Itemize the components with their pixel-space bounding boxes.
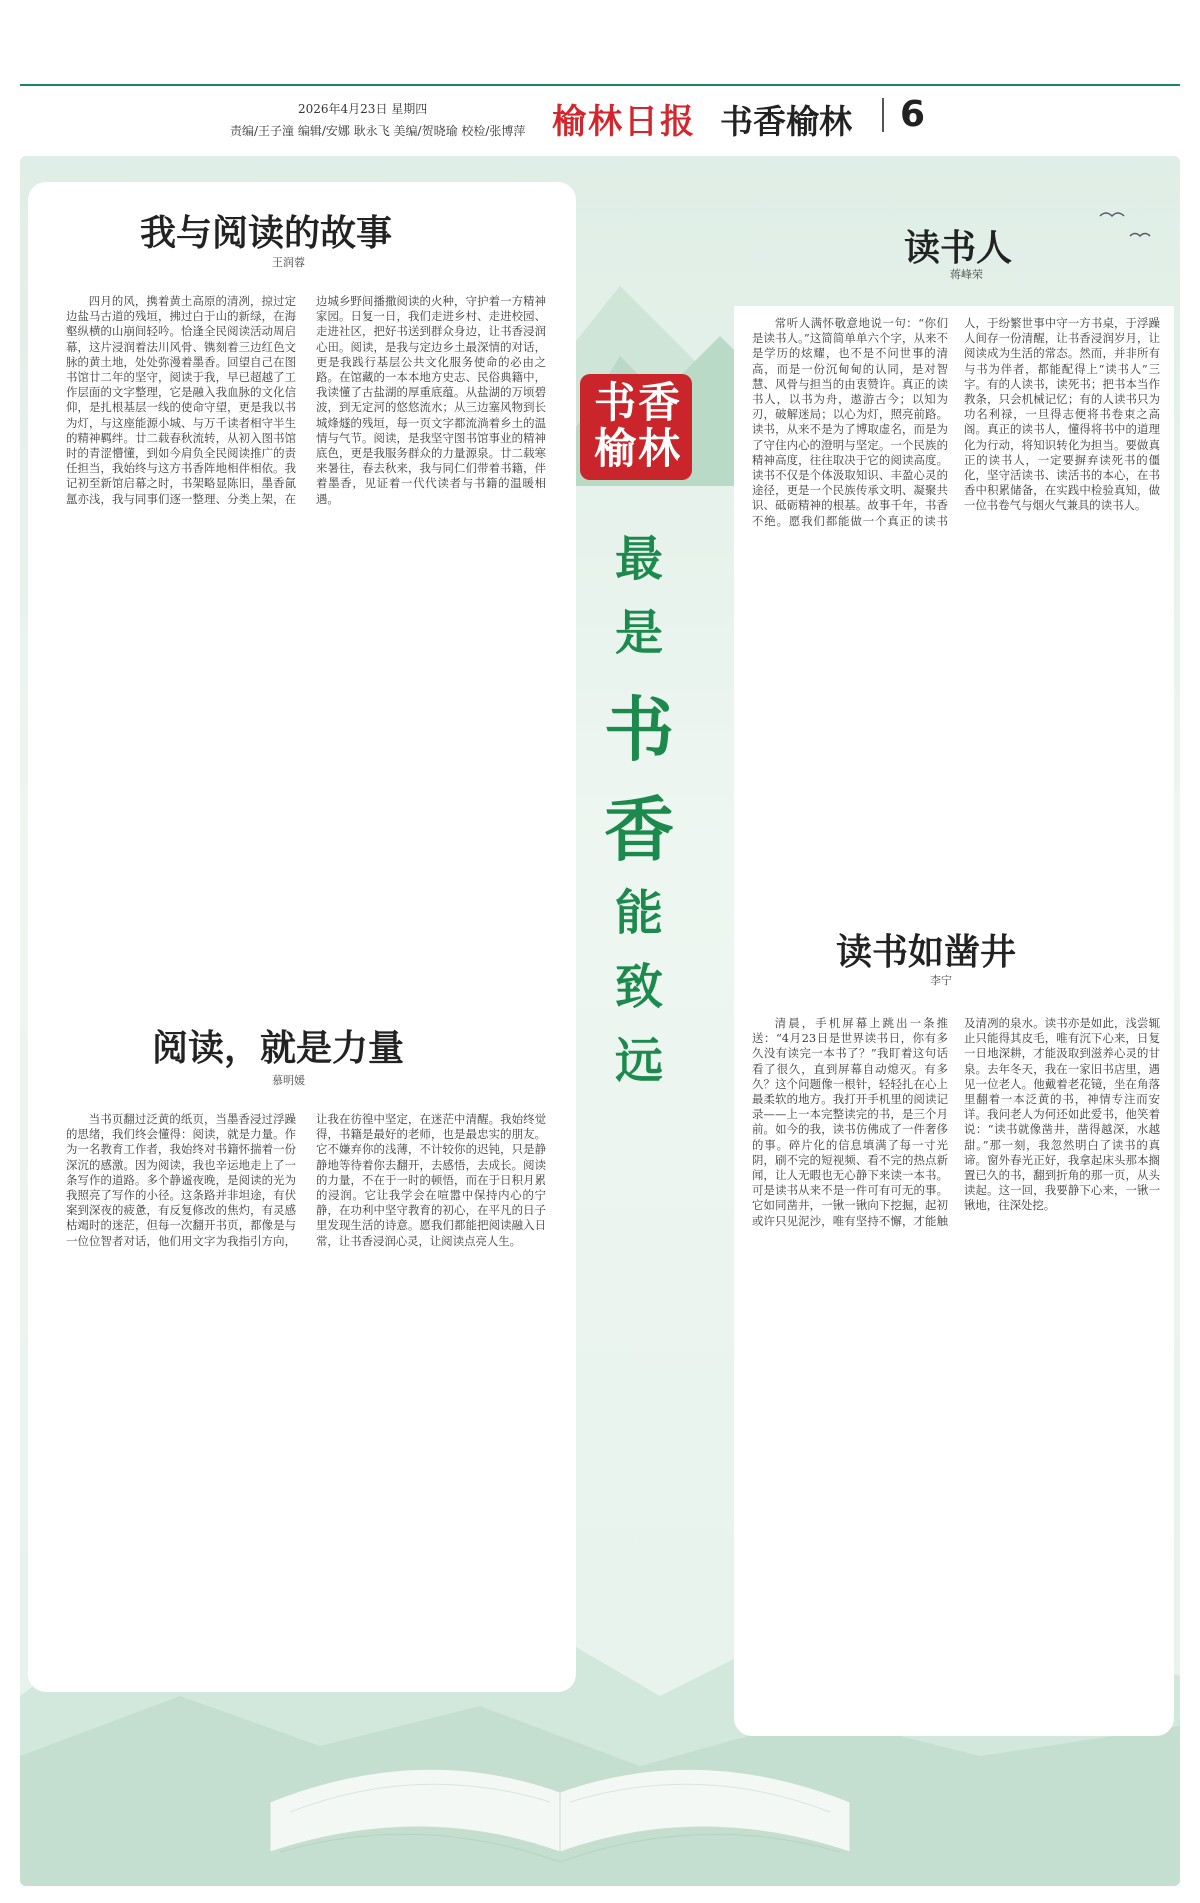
article-author: 李宁 [930,974,952,987]
slogan-char: 是 [614,605,663,661]
open-book-illustration [250,1652,870,1882]
vertical-slogan [604,520,674,1096]
masthead-logo: 榆林日报 [552,102,696,142]
article-body: 清晨，手机屏幕上跳出一条推送：“4月23日是世界读书日，你有多久没有读完一本书了？”我盯着这句话看了很久，直到屏幕自动熄灭。有多久？这个问题像一根针，轻轻扎在心上最柔软的地方。我打开手机里的阅读记录——上一本完整读完的书，是三个月前。如今的我，读书仿佛成了一件奢侈的事。碎片化的信息填满了每一寸光阴，刷不完的短视频、看不完的热点新闻，让人无暇也无心静下来读一本书。可是读书从来不是一件可有可无的事。它如同凿井，一锹一锹向下挖掘，起初或许只见泥沙，唯有坚持不懈，才能触及清冽的泉水。读书亦是如此，浅尝辄止只能得其皮毛，唯有沉下心来，日复一日地深耕，才能汲取到滋养心灵的甘泉。去年冬天，我在一家旧书店里，遇见一位老人。他戴着老花镜，坐在角落里翻着一本泛黄的书，神情专注而安详。我问老人为何还如此爱书，他笑着说：“读书就像凿井，凿得越深，水越甜。”那一刻，我忽然明白了读书的真谛。窗外春光正好，我拿起床头那本搁置已久的书，翻到折角的那一页，从头读起。这一回，我要静下心来，一锹一锹地，往深处挖。 [752,1016,1160,1228]
seal-char: 书 [594,378,637,427]
page-header [20,86,1180,142]
page-number: 6 [900,94,926,135]
editors-credit: 责编/王子潼 编辑/安娜 耿永飞 美编/贺晓瑜 校检/张博萍 [230,124,526,138]
section-name: 书香榆林 [720,102,852,141]
slogan-char: 致 [614,959,663,1015]
section-seal [580,374,692,480]
article-title-reading-like-digging-well: 读书如凿井 [836,932,1017,973]
article-body: 四月的风，携着黄土高原的清冽，掠过定边盐马古道的残垣，拂过白于山的新绿，在海壑纵横的山崩间轻吟。恰逢全民阅读活动周启幕，这片浸润着法川风骨、镌刻着三边红色文脉的黄土地，处处弥漫着墨香。回望自己在图书馆廿二年的坚守，阅读于我，早已超越了工作层面的文字整理，它是融入我血脉的文化信仰，是扎根基层一线的使命守望，更是我以书为灯，与这座能源小城、与万千读者相守半生的精神羁绊。廿二载春秋流转，从初入图书馆时的青涩懵懂，到如今肩负全民阅读推广的责任担当，我始终与这方书香阵地相伴相依。我记初至新馆启幕之时，书架略显陈旧，墨香氤氲亦浅，我与同事们逐一整理、分类上架，在边城乡野间播撒阅读的火种，守护着一方精神家园。日复一日，我们走进乡村、走进校园、走进社区，把好书送到群众身边，让书香浸润心田。阅读，是我与定边乡土最深情的对话，更是我践行基层公共文化服务使命的必由之路。在馆藏的一本本地方史志、民俗典籍中，我读懂了古盐湖的厚重底蕴。从盐湖的万顷碧波，到无定河的悠悠流水；从三边塞风物到长城烽燧的残垣，每一页文字都流淌着乡土的温情与气节。阅读，是我坚守图书馆事业的精神底色，更是我服务群众的力量源泉。廿二载寒来暑往，春去秋来，我与同仁们带着书籍，伴着墨香，见证着一代代读者与书籍的温暖相遇。 [66,294,546,506]
article-title-story-of-reading: 我与阅读的故事 [140,213,393,254]
slogan-char: 远 [614,1033,663,1089]
slogan-char: 最 [614,531,663,587]
slogan-char: 香 [604,789,674,871]
seal-char: 榆 [594,424,637,473]
article-body: 常听人满怀敬意地说一句：“你们是读书人。”这简简单单六个字，从来不是学历的炫耀，也不是不问世事的清高，而是一份沉甸甸的认同，是对智慧、风骨与担当的由衷赞许。真正的读书人，以书为舟，遨游古今；以知为刃，破解迷局；以心为灯，照亮前路。读书，从来不是为了博取虚名，而是为了守住内心的澄明与坚定。一个民族的精神高度，往往取决于它的阅读高度。读书不仅是个体汲取知识、丰盈心灵的途径，更是一个民族传承文明、凝聚共识、砥砺精神的根基。故事千年，书香不绝。愿我们都能做一个真正的读书人，于纷繁世事中守一方书桌，于浮躁人间存一份清醒，让书香浸润岁月，让阅读成为生活的常态。然而，并非所有与书为伴者，都能配得上“读书人”三字。有的人读书，读死书；把书本当作教条，只会机械记忆；有的人读书只为功名利禄，一旦得志便将书卷束之高阁。真正的读书人，懂得将书中的道理化为行动，将知识转化为担当。要做真正的读书人，一定要摒弃读死书的僵化，坚守活读书、读活书的本心，在书香中积累储备，在实践中检验真知，做一位书卷气与烟火气兼具的读书人。 [752,316,1160,528]
seal-char: 林 [638,424,681,473]
seal-char: 香 [638,378,681,427]
article-title-reading-is-power: 阅读，就是力量 [152,1028,405,1069]
article-title-the-reader: 读书人 [904,228,1013,269]
article-author: 慕明媛 [272,1074,305,1087]
issue-date: 2026年4月23日 星期四 [298,102,428,116]
header-divider [882,98,884,132]
article-author: 王润蓉 [272,256,305,269]
slogan-char: 能 [614,885,663,941]
article-body: 当书页翻过泛黄的纸页，当墨香浸过浮躁的思绪，我们终会懂得：阅读，就是力量。作为一名教育工作者，我始终对书籍怀揣着一份深沉的感激。因为阅读，我也辛运地走上了一条写作的道路。多个静谧夜晚，是阅读的光为我照亮了写作的小径。这条路并非坦途，有伏案到深夜的疲惫，有反复修改的焦灼，有灵感枯竭时的迷茫，但每一次翻开书页，都像是与一位位智者对话，他们用文字为我指引方向，让我在彷徨中坚定，在迷茫中清醒。我始终觉得，书籍是最好的老师，也是最忠实的朋友。它不嫌弃你的浅薄，不计较你的迟钝，只是静静地等待着你去翻开，去感悟，去成长。阅读的力量，不在于一时的顿悟，而在于日积月累的浸润。它让我学会在喧嚣中保持内心的宁静，在功利中坚守教育的初心，在平凡的日子里发现生活的诗意。愿我们都能把阅读融入日常，让书香浸润心灵，让阅读点亮人生。 [66,1112,546,1248]
article-author: 蒋峰荣 [950,268,983,281]
slogan-char: 书 [604,689,674,771]
